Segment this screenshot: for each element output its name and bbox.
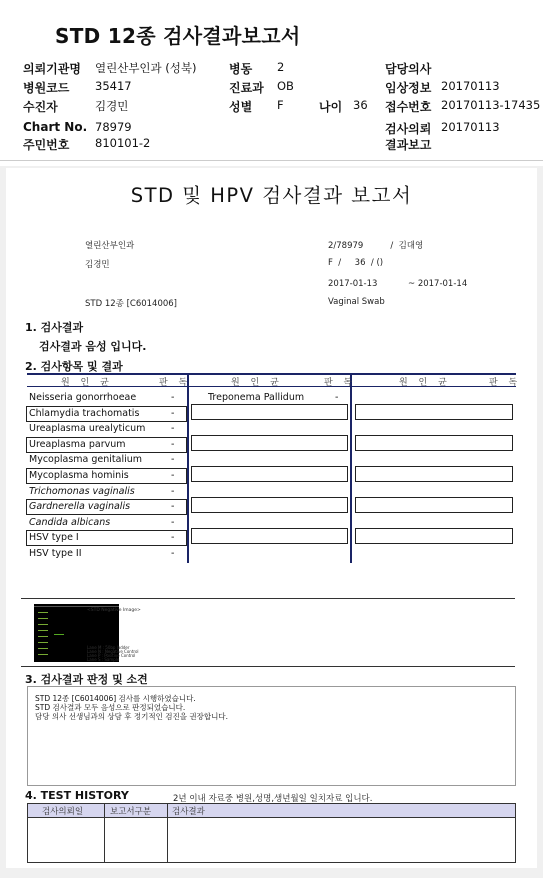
item-result: - xyxy=(171,548,175,559)
item-name: Mycoplasma genitalium xyxy=(29,454,143,466)
item-name: Ureaplasma urealyticum xyxy=(29,423,146,435)
opinion-box xyxy=(27,686,516,786)
empty-cell xyxy=(355,528,513,544)
items-table-divider-2 xyxy=(350,373,352,563)
value-receipt-no: 20170113-17435 xyxy=(441,98,541,112)
label-chart-no: Chart No. xyxy=(23,120,88,134)
value-requesting-institution: 열린산부인과 (성북) xyxy=(95,61,197,75)
gel-legend-4: Lane S : Sample xyxy=(87,657,120,662)
item-result: - xyxy=(171,438,175,450)
report-sheet xyxy=(6,168,537,868)
value-clinical-info: 20170113 xyxy=(441,79,500,93)
empty-cell xyxy=(355,435,513,451)
item-name: HSV type I xyxy=(29,532,79,544)
opinion-line-2: STD 검사결과 모두 음성으로 판정되었습니다. xyxy=(35,703,186,712)
item-name: Chlamydia trachomatis xyxy=(29,407,140,419)
section2-title: 2. 검사항목 및 결과 xyxy=(25,360,123,373)
col-header-organism-1: 원 인 균 xyxy=(61,378,113,388)
label-receipt-no: 접수번호 xyxy=(385,100,432,114)
item-result: - xyxy=(171,485,175,497)
label-department: 진료과 xyxy=(229,81,264,95)
empty-cell xyxy=(355,466,513,482)
section4-note: 2년 이내 자료중 병원,성명,생년월일 일치자료 입니다. xyxy=(173,794,373,804)
label-ward: 병동 xyxy=(229,62,253,76)
value-request-date: 20170113 xyxy=(441,120,500,134)
empty-cell xyxy=(191,404,348,420)
items-table-divider-1 xyxy=(187,373,189,563)
item-name: Ureaplasma parvum xyxy=(29,438,126,450)
empty-cell xyxy=(191,497,348,513)
item-result: - xyxy=(171,407,175,419)
item-name: Gardnerella vaginalis xyxy=(29,501,131,513)
opinion-line-3: 담당 의사 선생님과의 상담 후 정기적인 검진을 권장합니다. xyxy=(35,712,228,721)
history-col-request-date: 검사의뢰일 xyxy=(42,807,84,817)
item-result: - xyxy=(171,516,175,528)
label-hospital-code: 병원코드 xyxy=(23,81,70,95)
col-header-organism-2: 원 인 균 xyxy=(231,378,283,388)
item-result: - xyxy=(171,501,175,513)
section1-text: 검사결과 음성 입니다. xyxy=(39,340,147,353)
item-name: Mycoplasma hominis xyxy=(29,470,129,481)
history-col-report-type: 보고서구분 xyxy=(110,807,152,817)
history-table-header xyxy=(28,804,515,818)
gel-caption: <STD Negative Image> xyxy=(87,608,141,613)
label-report-date: 결과보고 xyxy=(385,138,432,152)
value-patient: 김경민 xyxy=(95,99,129,113)
col-header-organism-3: 원 인 균 xyxy=(399,378,451,388)
opinion-line-1: STD 12종 [C6014006] 검사를 시행하였습니다. xyxy=(35,694,196,703)
col-header-result-2: 판 독 xyxy=(324,378,357,388)
section1-title: 1. 검사결과 xyxy=(25,321,84,334)
info-chart-doctor: 2/78979 / 김대영 xyxy=(328,241,424,251)
history-table xyxy=(27,803,516,863)
item-result: - xyxy=(171,454,175,466)
item-result: - xyxy=(171,470,175,481)
report-title: STD 및 HPV 검사결과 보고서 xyxy=(130,184,413,207)
item-result: - xyxy=(171,423,175,435)
section3-title: 3. 검사결과 판정 및 소견 xyxy=(25,673,148,686)
item-name: Neisseria gonorrhoeae xyxy=(29,392,137,403)
header-title: STD 12종 검사결과보고서 xyxy=(55,24,301,48)
info-sex-age: F / 36 / () xyxy=(328,258,384,268)
value-chart-no: 78979 xyxy=(95,120,132,134)
item-name: Trichomonas vaginalis xyxy=(29,485,135,497)
item-result-treponema: - xyxy=(335,392,339,403)
item-name-treponema: Treponema Pallidum xyxy=(208,392,305,403)
info-date-to: ~ 2017-01-14 xyxy=(408,279,468,289)
header-divider xyxy=(0,160,543,161)
label-patient: 수진자 xyxy=(23,100,58,114)
label-age: 나이 xyxy=(319,100,343,114)
report-header xyxy=(0,0,543,166)
col-header-result-3: 판 독 xyxy=(489,378,522,388)
empty-cell xyxy=(355,404,513,420)
section4-title: 4. TEST HISTORY xyxy=(25,789,129,802)
image-bottom-rule xyxy=(21,666,515,667)
label-doctor: 담당의사 xyxy=(385,62,432,76)
empty-cell xyxy=(191,435,348,451)
item-result: - xyxy=(171,532,175,544)
empty-cell xyxy=(355,497,513,513)
item-name: Candida albicans xyxy=(29,516,111,528)
value-resident-no: 810101-2 xyxy=(95,136,151,150)
empty-cell xyxy=(191,528,348,544)
label-sex: 성별 xyxy=(229,100,253,114)
image-top-rule xyxy=(21,598,515,599)
info-test: STD 12종 [C6014006] xyxy=(85,299,177,309)
item-name: HSV type II xyxy=(29,548,82,559)
gel-legend-2: Lane N : Negative Control xyxy=(87,649,139,654)
info-clinic: 열린산부인과 xyxy=(85,241,135,251)
history-col-result: 검사결과 xyxy=(172,807,205,817)
info-specimen: Vaginal Swab xyxy=(328,297,385,307)
gel-legend-3: Lane P : Positive Control xyxy=(87,653,136,658)
info-date-from: 2017-01-13 xyxy=(328,279,378,289)
label-resident-no: 주민번호 xyxy=(23,138,70,152)
gel-legend-1: Lane M : 50bp ladder xyxy=(87,645,130,650)
label-requesting-institution: 의뢰기관명 xyxy=(23,62,81,76)
value-department: OB xyxy=(277,79,294,93)
value-ward: 2 xyxy=(277,60,285,74)
label-request-date: 검사의뢰 xyxy=(385,122,432,136)
value-hospital-code: 35417 xyxy=(95,79,132,93)
value-sex: F xyxy=(277,98,284,112)
col-header-result-1: 판 독 xyxy=(159,378,192,388)
label-clinical-info: 임상정보 xyxy=(385,81,432,95)
item-result: - xyxy=(171,392,175,403)
value-age: 36 xyxy=(353,98,368,112)
empty-cell xyxy=(191,466,348,482)
info-patient: 김경민 xyxy=(85,260,110,270)
